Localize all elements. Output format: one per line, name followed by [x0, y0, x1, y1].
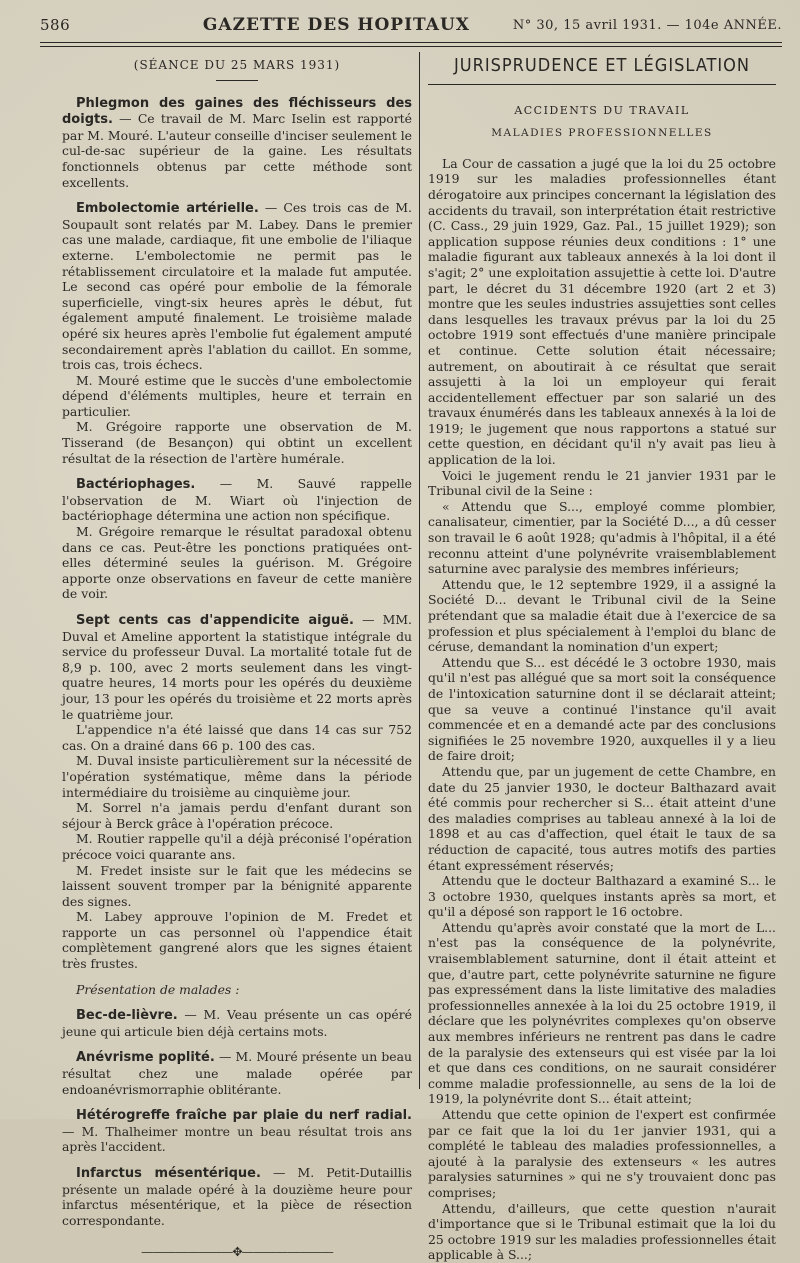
spacer	[62, 972, 412, 982]
session-rule	[216, 80, 258, 81]
page-number: 586	[40, 16, 71, 34]
article-paragraph: M. Duval insiste particulièrement sur la nécessité de l'opération systématique, même dans la période intermédiaire du troisième au cinquième jour.	[62, 753, 412, 800]
article-paragraph	[62, 1007, 412, 1039]
judgment-paragraph: Attendu qu'après avoir constaté que la mort de L... n'est pas la conséquence de la polynévrite, vraisemblablement saturnine, dont il était atteint et que, d'autre part, cette polynévrite saturnine ne figure pas expressément dans la liste limitative des maladies professionnelles annexée à la loi du 25 octobre 1919, il déclare que les polynévrites complexes qu'on observe aux membres inférieurs ne rentrent pas dans le cadre de la paralysie des extenseurs qui est visée par la loi et que dans ces conditions, on ne saurait considérer comme maladie professionnelle, au sens de la loi de 1919, la polynévrite dont S... était atteint;	[428, 919, 776, 1107]
session-date: (SÉANCE DU 25 MARS 1931)	[133, 58, 341, 72]
article-paragraph	[62, 476, 412, 524]
section-rule	[428, 84, 776, 85]
article-paragraph	[62, 1165, 412, 1228]
issue-info: N° 30, 15 avril 1931. — 104e ANNÉE.	[512, 17, 782, 33]
header-rule	[40, 42, 782, 43]
article-paragraph	[62, 95, 412, 191]
judgment-paragraph: Attendu que cette opinion de l'expert est confirmée par ce fait que la loi du 1er janvier 1931, qui a complété le tableau des maladies professionnelles, a ajouté à la paralysie des extenseurs « les autres paralysies saturnines » qui ne s'y trouvaient donc pas comprises;	[428, 1107, 776, 1200]
article-paragraph: M. Fredet insiste sur le fait que les médecins se laissent souvent tromper par la bénignité apparente des signes.	[62, 862, 412, 909]
column-divider	[419, 52, 420, 1089]
article-heading: Bactériophages.	[76, 477, 196, 493]
article-text: — M. Mouré présente un beau résultat chez une malade opérée par endoanévrismorraphie oblitérante.	[62, 1049, 412, 1097]
article-text: — MM. Duval et Ameline apportent la statistique intégrale du service du professeur Duval. La mortalité totale fut de 8,9 p. 100, avec 2 morts seulement dans les vingt-quatre heures, 14 morts pour les opérés du deuxième jour, 13 pour les opérés du troisième et 22 morts après le quatrième jour.	[62, 612, 412, 722]
article-paragraph: M. Grégoire rapporte une observation de M. Tisserand (de Besançon) qui obtint un excellent résultat de la résection de l'artère humérale.	[62, 419, 412, 466]
article-paragraph: M. Mouré estime que le succès d'une embolectomie dépend d'éléments multiples, heure et terrain en particulier.	[62, 372, 412, 419]
article-text: — M. Sauvé rappelle l'observation de M. Wiart où l'injection de bactériophage détermina une action non spécifique.	[62, 476, 412, 524]
spacer	[62, 1039, 412, 1049]
judgment-paragraph: Attendu que, par un jugement de cette Chambre, en date du 25 janvier 1930, le docteur Balthazard avait été commis pour rechercher si S... était atteint d'une des maladies comprises au tableau annexé à la loi de 1898 et au cas d'affection, quel était le taux de sa réduction de capacité, tous autres motifs des parties étant expressément réservés;	[428, 763, 776, 873]
judgment-paragraph: Attendu, d'ailleurs, que cette question n'aurait d'importance que si le Tribunal estimait que la loi du 25 octobre 1919 sur les maladies professionnelles était applicable à S...;	[428, 1200, 776, 1263]
section-title: JURISPRUDENCE ET LÉGISLATION	[453, 55, 751, 76]
spacer	[62, 997, 412, 1007]
left-column	[62, 52, 412, 1260]
article-paragraph: L'appendice n'a été laissé que dans 14 cas sur 752 cas. On a drainé dans 66 p. 100 des cas.	[62, 722, 412, 753]
spacer	[62, 1155, 412, 1165]
spacer	[62, 190, 412, 200]
judgment-paragraph: Attendu que, le 12 septembre 1929, il a assigné la Société D... devant le Tribunal civil de la Seine prétendant que sa maladie était due à l'exercice de sa profession et plus spécialement à l'emploi du blanc de céruse, demandant la nomination d'un expert;	[428, 576, 776, 655]
article-paragraph: M. Grégoire remarque le résultat paradoxal obtenu dans ce cas. Peut-être les ponctions pratiquées ont-elles déterminé seules la guérison. M. Grégoire apporte onze observations en faveur de cette manière de voir.	[62, 524, 412, 602]
article-text: — M. Petit-Dutaillis présente un malade opéré à la douzième heure pour infarctus mésentérique, et la pièce de résection correspondante.	[62, 1165, 412, 1228]
article-paragraph	[62, 612, 412, 722]
article-heading: Sept cents cas d'appendicite aiguë.	[76, 613, 354, 628]
judgment-paragraph: Attendu que S... est décédé le 3 octobre 1930, mais qu'il n'est pas allégué que sa mort soit la conséquence de l'intoxication saturnine dont il se déclarait atteint; que sa veuve a continué l'instance qu'il avait commencée et en a demandé acte par des conclusions signifiées le 25 novembre 1920, auxquelles il y a lieu de faire droit;	[428, 654, 776, 764]
article-text: — M. Veau présente un cas opéré jeune qui articule bien déjà certains mots.	[62, 1007, 412, 1039]
header-rule-thin	[40, 46, 782, 47]
spacer	[62, 602, 412, 612]
left-articles	[62, 95, 412, 1229]
judgment-paragraph: « Attendu que S..., employé comme plombier, canalisateur, cimentier, par la Société D..., a dû cesser son travail le 6 août 1928; qu'admis à l'hôpital, il a été reconnu atteint d'une polynévrite vraisemblablement saturnine avec paralysie des membres inférieurs;	[428, 498, 776, 577]
article-heading: Phlegmon des gaines des fléchisseurs des doigts.	[62, 95, 412, 128]
journal-title: GAZETTE DES HOPITAUX	[202, 15, 470, 35]
article-paragraph: M. Sorrel n'a jamais perdu d'enfant durant son séjour à Berck grâce à l'opération précoce.	[62, 800, 412, 831]
article-heading: Bec-de-lièvre.	[76, 1008, 178, 1024]
page-header	[40, 8, 782, 42]
judgment-paragraph: La Cour de cassation a jugé que la loi du 25 octobre 1919 sur les maladies professionnelles étant dérogatoire aux principes concernant la législation des accidents du travail, son interprétation était restrictive (C. Cass., 29 juin 1929, Gaz. Pal., 15 juillet 1929); son application suppose réunies deux conditions : 1° une maladie figurant aux tableaux annexés à la loi dont il s'agit; 2° une exploitation assujettie à cette loi. D'autre part, le décret du 31 décembre 1920 (art 2 et 3) montre que les seules industries assujetties sont celles dans lesquelles les travaux prévus par la loi du 25 octobre 1919 sont effectués d'une manière principale et continue. Cette solution était nécessaire; autrement, on aboutirait à ce résultat que serait assujetti à la loi un employeur qui ferait accidentellement effectuer par son salarié un des travaux énumérés dans les tableaux annexés à la loi de 1919; le jugement que nous rapportons a statué sur cette question, en décidant qu'il n'y avait pas lieu à application de la loi.	[428, 155, 776, 468]
end-ornament: ————————✥————————	[141, 1244, 333, 1260]
spacer	[62, 1097, 412, 1107]
article-heading: Hétérogreffe fraîche par plaie du nerf radial.	[76, 1108, 412, 1124]
article-heading: Anévrisme poplité.	[76, 1050, 215, 1066]
judgment-paragraph: Attendu que le docteur Balthazard a examiné S... le 3 octobre 1930, quelques instants après sa mort, et qu'il a déposé son rapport le 16 octobre.	[428, 873, 776, 920]
article-paragraph	[62, 1107, 412, 1155]
article-text: — Ces trois cas de M. Soupault sont relatés par M. Labey. Dans le premier cas une malade, cardiaque, fit une embolie de l'iliaque externe. L'embolectomie ne permit pas le rétablissement circulatoire et la malade fut amputée. Le second cas opéré pour embolie de la fémorale superficielle, vingt-six heures après le début, fut également amputé finalement. Le troisième malade opéré six heures après l'embolie fut également amputé secondairement après l'ablation du caillot. En somme, trois cas, trois échecs.	[62, 200, 412, 373]
article-paragraph: M. Labey approuve l'opinion de M. Fredet et rapporte un cas personnel où l'appendice était complètement gangrené alors que les signes étaient très frustes.	[62, 909, 412, 972]
right-paragraphs	[428, 156, 776, 1263]
article-paragraph	[62, 1049, 412, 1097]
article-paragraph	[62, 200, 412, 373]
right-column	[428, 52, 776, 1263]
spacer	[62, 466, 412, 476]
article-text: — Ce travail de M. Marc Iselin est rapporté par M. Mouré. L'auteur conseille d'inciser seulement le cul-de-sac supérieur de la gaine. Les résultats fonctionnels obtenus par cette méthode sont excellents.	[62, 111, 412, 190]
article-heading: Infarctus mésentérique.	[76, 1166, 261, 1181]
judgment-paragraph: Voici le jugement rendu le 21 janvier 1931 par le Tribunal civil de la Seine :	[428, 467, 776, 499]
article-text: — M. Thalheimer montre un beau résultat trois ans après l'accident.	[62, 1123, 412, 1155]
subtitle-accidents: ACCIDENTS DU TRAVAIL	[514, 103, 690, 117]
article-paragraph: M. Routier rappelle qu'il a déjà préconisé l'opération précoce voici quarante ans.	[62, 831, 412, 862]
article-heading: Embolectomie artérielle.	[76, 201, 259, 217]
section-label: Présentation de malades :	[76, 981, 240, 997]
subtitle-maladies: MALADIES PROFESSIONNELLES	[491, 127, 713, 140]
